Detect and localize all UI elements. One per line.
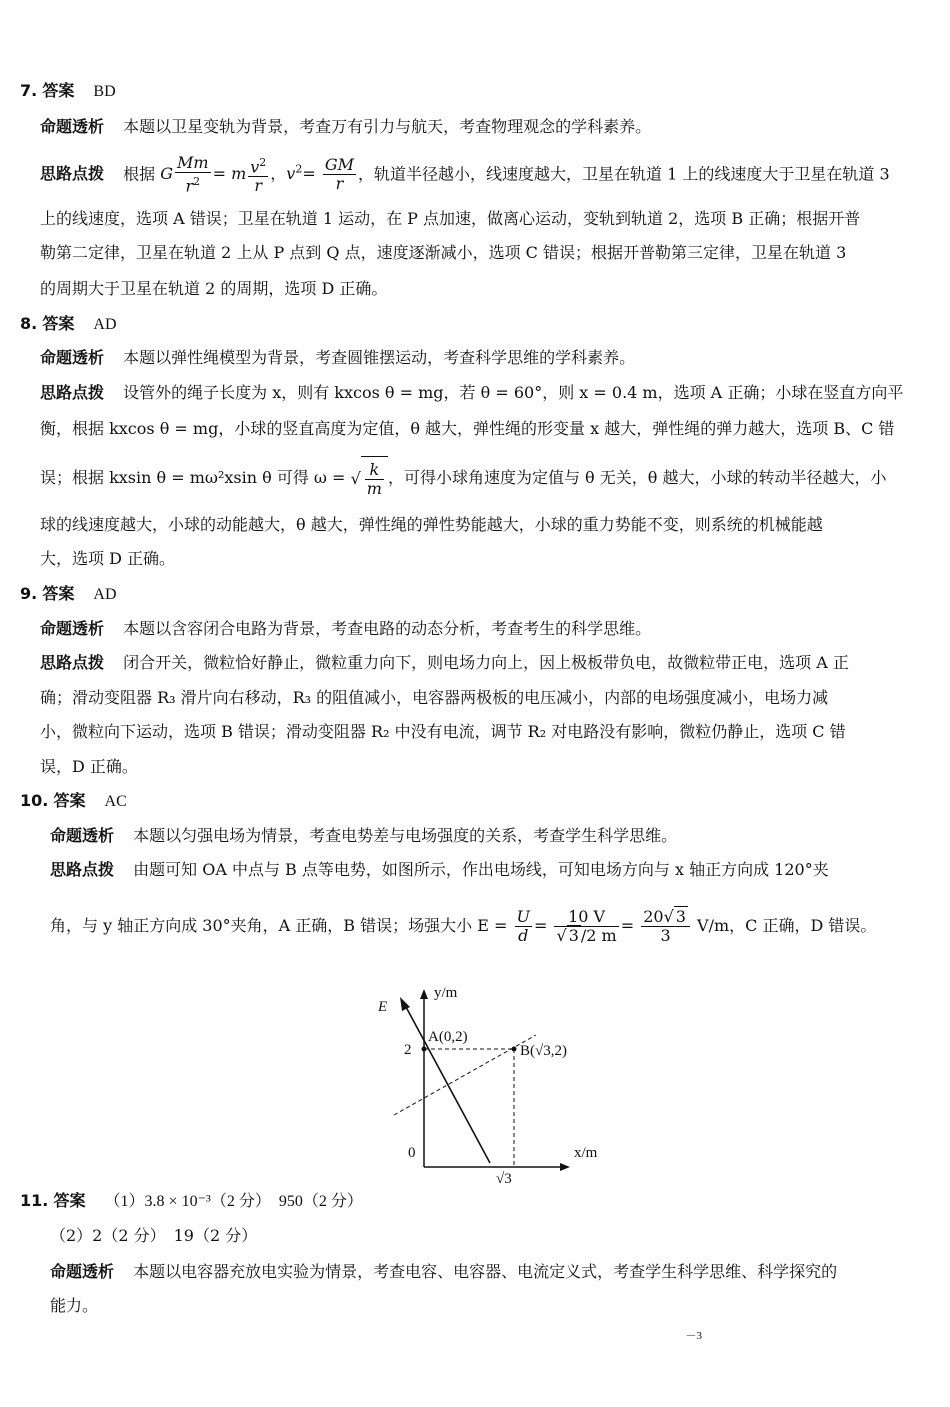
q7-line3: 勒第二定律，卫星在轨道 2 上从 P 点到 Q 点，速度逐渐减小，选项 C 错误；根据开普勒第三定律，卫星在轨道 3 (40, 243, 847, 262)
q8-line5: 大，选项 D 正确。 (40, 549, 176, 568)
q8-answer: AD (93, 316, 117, 333)
q8-mingti (40, 347, 635, 369)
q7-silu-label: 思路点拨 (40, 164, 105, 184)
q8-mingti-label: 命题透析 (40, 348, 105, 367)
q7-line4: 的周期大于卫星在轨道 2 的周期，选项 D 正确。 (40, 279, 388, 298)
q10-line2 (50, 896, 876, 956)
q10-number: 10. (20, 791, 49, 810)
q11-mingti-text: 本题以电容器充放电实验为情景，考查电容、电容器、电流定义式，考查学生科学思维、科学探究的 (133, 1262, 838, 1281)
q10-line1: 由题可知 OA 中点与 B 点等电势，如图所示，作出电场线，可知电场方向与 x 轴正方向成 120°夹 (133, 860, 829, 879)
q8-line3 (40, 456, 886, 501)
y-axis-arrow-icon (420, 989, 428, 999)
q9-line1: 闭合开关，微粒恰好静止，微粒重力向下，则电场力向上，因上极板带负电，故微粒带正电，选项 A 正 (123, 653, 849, 672)
x-axis-arrow-icon (560, 1163, 570, 1171)
q7-answer-line (20, 80, 116, 103)
q8-silu (40, 382, 903, 404)
q8-line4: 球的线速度越大，小球的动能越大，θ 越大，弹性绳的弹性势能越大，小球的重力势能不变，则系统的机械能越 (40, 515, 823, 534)
q10-mingti-label: 命题透析 (50, 826, 115, 845)
q10-line2-pre: 角，与 y 轴正方向成 30°夹角，A 正确，B 错误；场强大小 E = (50, 916, 508, 935)
q9-silu-label: 思路点拨 (40, 653, 105, 672)
q9-mingti-label: 命题透析 (40, 619, 105, 638)
q10-mingti (50, 825, 677, 847)
x-tick-label: √3 (496, 1171, 512, 1185)
q10-formula: $\frac{U}{d}$ = $\frac{10 V}{√ 3 /2 m}$ = $\frac{20√ 3}{3}$ (513, 916, 692, 935)
q11-answer-2: （2）2（2 分） 19（2 分） (50, 1226, 258, 1245)
q7-mingti (40, 116, 651, 138)
q10-field-diagram (370, 985, 610, 1185)
q11-answer-label: 答案 (53, 1191, 86, 1210)
origin-label: 0 (408, 1145, 416, 1161)
q10-answer-label: 答案 (53, 791, 86, 810)
q7-silu-after: ，轨道半径越小，线速度越大，卫星在轨道 1 上的线速度大于卫星在轨道 3 (358, 164, 890, 184)
q11-mingti-label: 命题透析 (50, 1262, 115, 1281)
q7-line2: 上的线速度，选项 A 错误；卫星在轨道 1 运动，在 P 点加速，做离心运动，变轨到轨道 2，选项 B 正确；根据开普 (40, 209, 861, 228)
q8-number: 8. (20, 314, 38, 333)
q11-mingti-cont: 能力。 (50, 1296, 99, 1315)
q7-mingti-label: 命题透析 (40, 117, 105, 136)
q8-silu-label: 思路点拨 (40, 383, 105, 402)
q9-mingti (40, 618, 651, 640)
q9-answer: AD (93, 586, 117, 603)
point-a-label: A(0,2) (428, 1029, 468, 1045)
q7-formula: G $\frac{Mm}{r^2}$ = m $\frac{v^2}{r}$ ，$v^2=$ $\frac{GM}{r}$ (160, 153, 355, 196)
page-number: －3 (685, 1330, 702, 1342)
q8-line2: 衡，根据 kxcos θ = mg，小球的竖直高度为定值，θ 越大，弹性绳的形变量 x 越大，弹性绳的弹力越大，选项 B、C 错 (40, 419, 895, 438)
q8-line3-post: ，可得小球角速度为定值与 θ 无关，θ 越大，小球的转动半径越大，小 (387, 468, 887, 487)
q9-answer-label: 答案 (42, 584, 75, 603)
q10-line2-post: V/m，C 正确，D 错误。 (697, 916, 877, 935)
q10-answer-line (20, 790, 127, 813)
q7-answer: BD (93, 83, 116, 100)
q7-number: 7. (20, 81, 38, 100)
q8-line3-pre: 误；根据 kxsin θ = mω²xsin θ 可得 ω = (40, 468, 346, 487)
q9-line3: 小，微粒向下运动，选项 B 错误；滑动变阻器 R₂ 中没有电流，调节 R₂ 对电路没有影响，微粒仍静止，选项 C 错 (40, 722, 846, 741)
point-b-dot (512, 1047, 517, 1052)
q9-answer-line (20, 583, 117, 606)
q8-line1: 设管外的绳子长度为 x，则有 kxcos θ = mg，若 θ = 60°，则 x = 0.4 m，选项 A 正确；小球在竖直方向平 (123, 383, 904, 402)
q11-answer-line (20, 1190, 363, 1213)
y-tick-label: 2 (404, 1042, 412, 1058)
point-a-dot (422, 1047, 427, 1052)
q11-mingti (50, 1261, 837, 1283)
q11-number: 11. (20, 1191, 49, 1210)
e-label: E (378, 999, 388, 1015)
q11-answer-1: （1）3.8 × 10⁻³（2 分） 950（2 分） (104, 1193, 363, 1210)
q8-answer-line (20, 313, 117, 336)
q8-sqrt-formula: √ $\frac{k}{m}$ (351, 456, 388, 501)
q10-silu-label: 思路点拨 (50, 860, 115, 879)
q10-mingti-text: 本题以匀强电场为情景，考查电势差与电场强度的关系，考查学生科学思维。 (133, 826, 678, 845)
q7-answer-label: 答案 (42, 81, 75, 100)
x-axis-label: x/m (574, 1145, 598, 1161)
q10-silu (50, 859, 829, 881)
y-axis-label: y/m (434, 985, 458, 1001)
q9-line2: 确；滑动变阻器 R₃ 滑片向右移动，R₃ 的阻值减小，电容器两极板的电压减小，内部的电场强度减小，电场力减 (40, 688, 829, 707)
q8-mingti-text: 本题以弹性绳模型为背景，考查圆锥摆运动，考查科学思维的学科素养。 (123, 348, 636, 367)
q7-silu (40, 148, 890, 196)
q10-answer: AC (104, 793, 127, 810)
q9-line4: 误，D 正确。 (40, 757, 138, 776)
q7-silu-pre: 根据 (123, 164, 156, 184)
q9-silu (40, 652, 849, 674)
q7-mingti-text: 本题以卫星变轨为背景，考查万有引力与航天，考查物理观念的学科素养。 (123, 117, 652, 136)
q9-mingti-text: 本题以含容闭合电路为背景，考查电路的动态分析，考查考生的科学思维。 (123, 619, 652, 638)
point-b-label: B(√3,2) (520, 1043, 567, 1059)
q8-answer-label: 答案 (42, 314, 75, 333)
field-arrow-icon (400, 997, 410, 1011)
q9-number: 9. (20, 584, 38, 603)
